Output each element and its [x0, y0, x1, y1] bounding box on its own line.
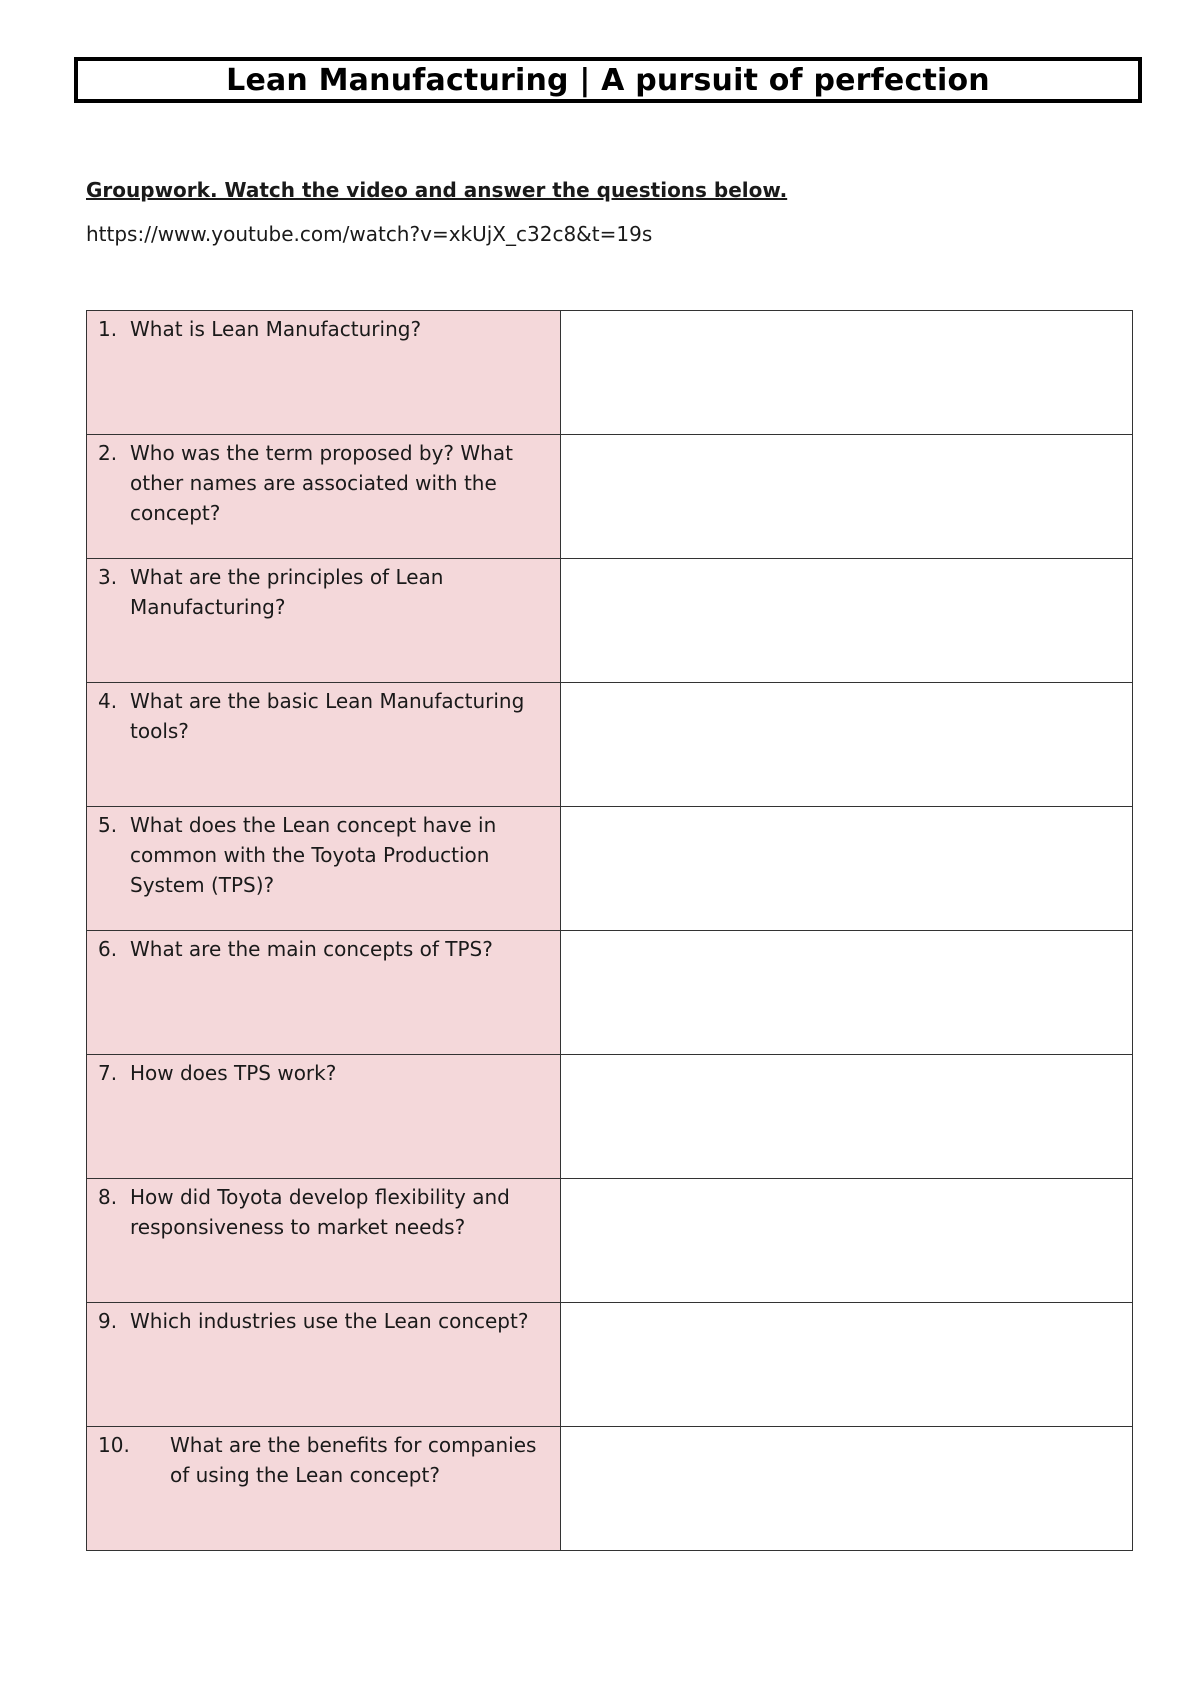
answer-cell[interactable]: [561, 1179, 1133, 1303]
table-row: [87, 1303, 1133, 1427]
question-text: What are the principles of Lean Manufacturing?: [130, 565, 444, 619]
question-text: How does TPS work?: [130, 1061, 337, 1085]
answer-cell[interactable]: [561, 1427, 1133, 1551]
table-row: [87, 683, 1133, 807]
question-number: 3.: [98, 565, 118, 589]
answer-cell[interactable]: [561, 311, 1133, 435]
title-box: [74, 57, 1142, 103]
table-row: [87, 435, 1133, 559]
table-row: [87, 807, 1133, 931]
table-row: [87, 1427, 1133, 1551]
table-row: [87, 559, 1133, 683]
question-number: 2.: [98, 441, 118, 465]
question-number: 6.: [98, 937, 118, 961]
question-text: What is Lean Manufacturing?: [130, 317, 422, 341]
question-number: 9.: [98, 1309, 118, 1333]
question-number: 7.: [98, 1061, 118, 1085]
question-cell: [87, 559, 561, 683]
answer-cell[interactable]: [561, 435, 1133, 559]
question-table: [86, 310, 1133, 1551]
answer-cell[interactable]: [561, 559, 1133, 683]
table-row: [87, 1055, 1133, 1179]
question-cell: [87, 311, 561, 435]
question-cell: [87, 1427, 561, 1551]
question-cell: [87, 435, 561, 559]
answer-cell[interactable]: [561, 683, 1133, 807]
question-text: What are the main concepts of TPS?: [130, 937, 493, 961]
video-link[interactable]: https://www.youtube.com/watch?v=xkUjX_c32c8&t=19s: [86, 222, 653, 246]
question-cell: [87, 1303, 561, 1427]
question-number: 10.: [98, 1433, 130, 1457]
question-cell: [87, 807, 561, 931]
question-cell: [87, 1055, 561, 1179]
instruction-text: Groupwork. Watch the video and answer the questions below.: [86, 178, 788, 202]
table-row: [87, 931, 1133, 1055]
question-text: Which industries use the Lean concept?: [130, 1309, 529, 1333]
question-text: Who was the term proposed by? What other names are associated with the concept?: [130, 441, 513, 525]
answer-cell[interactable]: [561, 1055, 1133, 1179]
table-row: [87, 1179, 1133, 1303]
question-number: 4.: [98, 689, 118, 713]
answer-cell[interactable]: [561, 807, 1133, 931]
question-text: How did Toyota develop flexibility and responsiveness to market needs?: [130, 1185, 510, 1239]
question-text: What does the Lean concept have in common with the Toyota Production System (TPS)?: [130, 813, 497, 897]
question-text: What are the benefits for companies of using the Lean concept?: [170, 1433, 537, 1487]
answer-cell[interactable]: [561, 931, 1133, 1055]
question-number: 1.: [98, 317, 118, 341]
question-text: What are the basic Lean Manufacturing tools?: [130, 689, 525, 743]
answer-cell[interactable]: [561, 1303, 1133, 1427]
table-row: [87, 311, 1133, 435]
question-cell: [87, 1179, 561, 1303]
question-number: 5.: [98, 813, 118, 837]
question-number: 8.: [98, 1185, 118, 1209]
question-cell: [87, 683, 561, 807]
question-cell: [87, 931, 561, 1055]
page-title: Lean Manufacturing | A pursuit of perfection: [226, 62, 990, 98]
